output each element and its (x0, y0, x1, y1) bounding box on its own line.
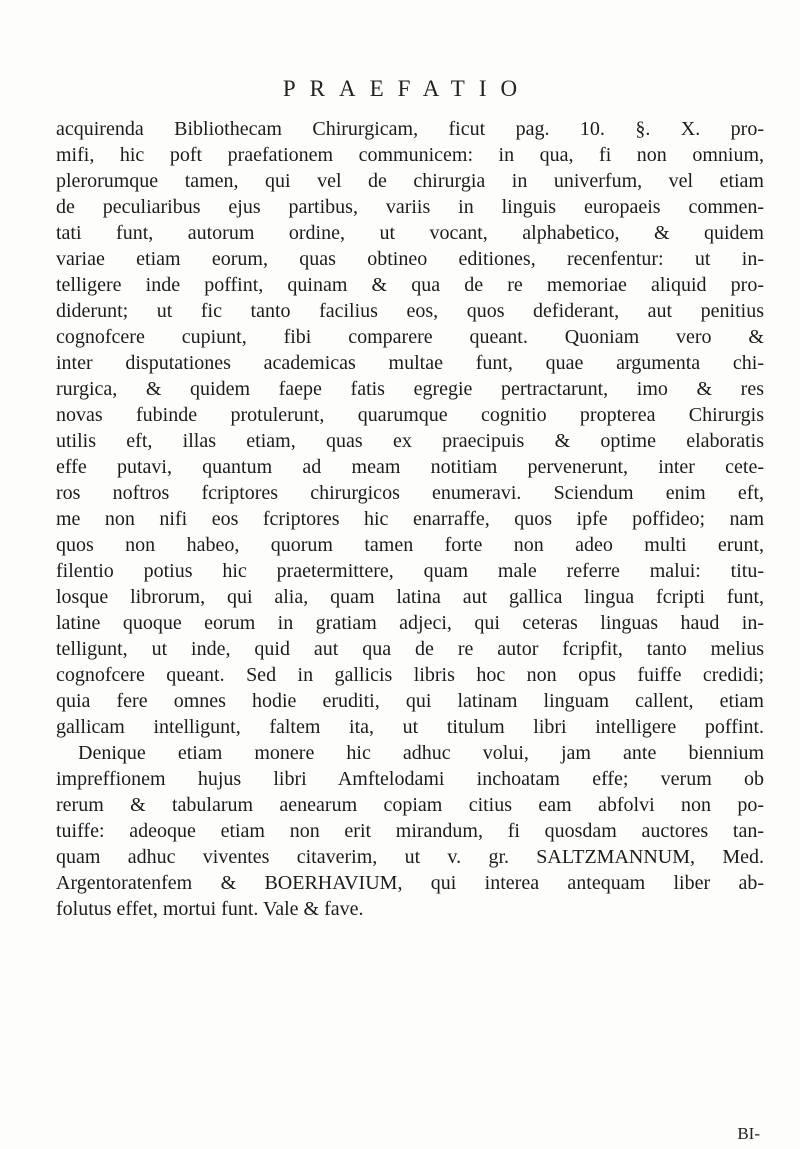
text-line: rurgica, & quidem faepe fatis egregie pertractarunt, imo & res (56, 378, 764, 400)
text-line: diderunt; ut fic tanto facilius eos, quos defiderant, aut penitius (56, 300, 764, 322)
text-line: novas fubinde protulerunt, quarumque cognitio propterea Chirurgis (56, 404, 764, 426)
text-line: acquirenda Bibliothecam Chirurgicam, ficut pag. 10. §. X. pro- (56, 118, 764, 140)
text-line: quam adhuc viventes citaverim, ut v. gr. SALTZMANNUM, Med. (56, 846, 764, 868)
catchword: BI- (737, 1124, 760, 1143)
text-line: folutus effet, mortui funt. Vale & fave. (56, 898, 364, 920)
text-line: filentio potius hic praetermittere, quam male referre malui: titu- (56, 560, 764, 582)
text-line: cognofcere queant. Sed in gallicis libris hoc non opus fuiffe credidi; (56, 664, 764, 686)
text-line: cognofcere cupiunt, fibi comparere queant. Quoniam vero & (56, 326, 764, 348)
running-head: PRAEFATIO (282, 76, 532, 101)
text-line: quos non habeo, quorum tamen forte non adeo multi erunt, (56, 534, 764, 556)
text-line: inter disputationes academicas multae funt, quae argumenta chi- (56, 352, 764, 374)
text-line: quia fere omnes hodie eruditi, qui latinam linguam callent, etiam (56, 690, 764, 712)
text-line: telligunt, ut inde, quid aut qua de re autor fcripfit, tanto melius (56, 638, 764, 660)
text-line: effe putavi, quantum ad meam notitiam pervenerunt, inter cete- (56, 456, 764, 478)
text-line: impreffionem hujus libri Amftelodami inchoatam effe; verum ob (56, 768, 764, 790)
text-line: latine quoque eorum in gratiam adjeci, qui ceteras linguas haud in- (56, 612, 764, 634)
text-line: ros noftros fcriptores chirurgicos enumeravi. Sciendum enim eft, (56, 482, 764, 504)
text-line: gallicam intelligunt, faltem ita, ut titulum libri intelligere poffint. (56, 716, 764, 738)
text-line: Denique etiam monere hic adhuc volui, jam ante biennium (78, 742, 764, 764)
text-line: me non nifi eos fcriptores hic enarraffe, quos ipfe poffideo; nam (56, 508, 764, 530)
text-line: rerum & tabularum aenearum copiam citius eam abfolvi non po- (56, 794, 764, 816)
text-line: de peculiaribus ejus partibus, variis in linguis europaeis commen- (56, 196, 764, 218)
text-line: plerorumque tamen, qui vel de chirurgia in univerfum, vel etiam (56, 170, 764, 192)
preface-text (56, 116, 764, 922)
text-line: tati funt, autorum ordine, ut vocant, alphabetico, & quidem (56, 222, 764, 244)
text-line: tuiffe: adeoque etiam non erit mirandum, fi quosdam auctores tan- (56, 820, 764, 842)
text-line: telligere inde poffint, quinam & qua de re memoriae aliquid pro- (56, 274, 764, 296)
text-line: Argentoratenfem & BOERHAVIUM, qui interea antequam liber ab- (56, 872, 764, 894)
text-line: variae etiam eorum, quas obtineo editiones, recenfentur: ut in- (56, 248, 764, 270)
text-line: utilis eft, illas etiam, quas ex praecipuis & optime elaboratis (56, 430, 764, 452)
text-line: losque librorum, qui alia, quam latina aut gallica lingua fcripti funt, (56, 586, 764, 608)
text-line: mifi, hic poft praefationem communicem: in qua, fi non omnium, (56, 144, 764, 166)
